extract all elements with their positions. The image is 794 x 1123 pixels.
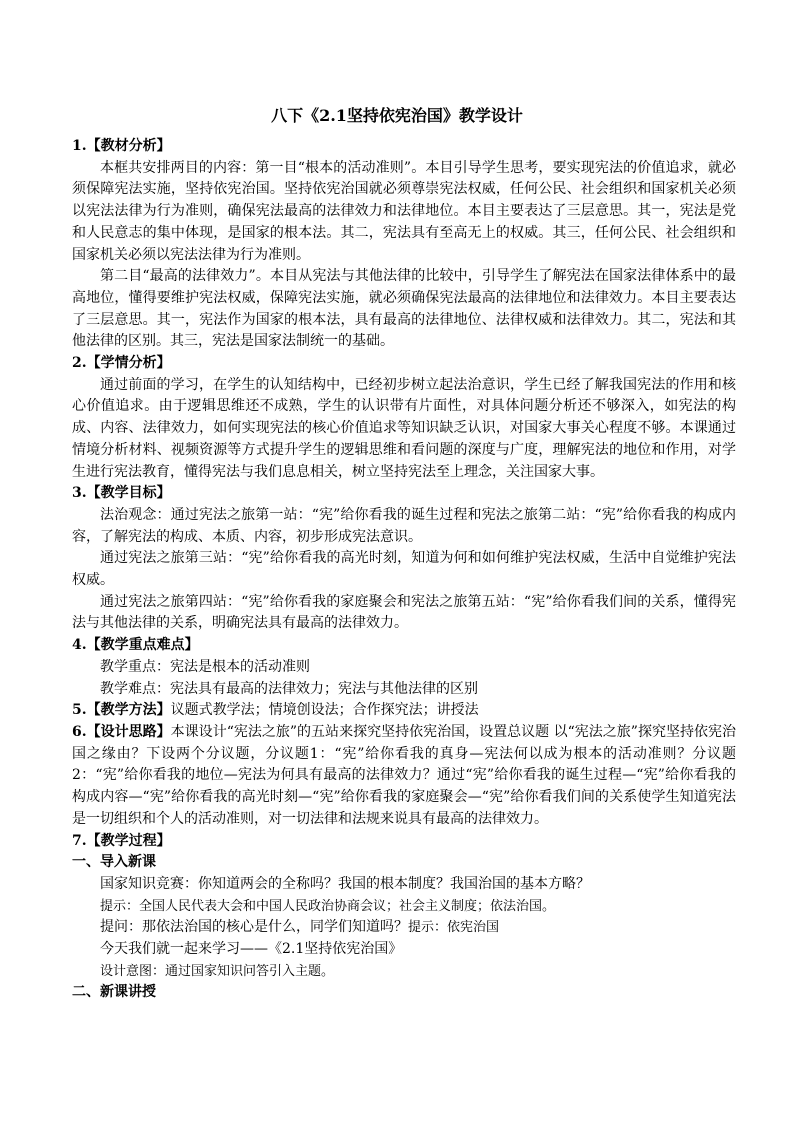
paragraph [72,917,736,939]
section-heading-design: 6.【设计思路】 [72,723,171,740]
hint-text: 提示：依宪治国 [408,920,500,936]
paragraph: 通过前面的学习，在学生的认知结构中，已经初步树立起法治意识，学生已经了解我国宪法的作用和核心价值追求。由于逻辑思维还不成熟，学生的认识带有片面性，对具体问题分析还不够深入，如宪法的构成、内容、法律效力，如何实现宪法的核心价值追求等知识缺乏认识，对国家大事关心程度不够。本课通过情境分析材料、视频资源等方式提升学生的逻辑思维和看问题的深度与广度，理解宪法的地位和作用，对学生进行宪法教育，懂得宪法与我们息息相关，树立坚持宪法至上理念，关注国家大事。 [72,376,736,480]
section-teaching-methods [72,700,736,722]
paragraph: 今天我们就一起来学习——《2.1坚持依宪治国》 [100,941,403,958]
document-body [72,136,736,1004]
question-text: 提问：那依法治国的核心是什么，同学们知道吗？ [100,919,408,936]
paragraph: 教学难点：宪法具有最高的法律效力；宪法与其他法律的区别 [100,680,478,697]
section-heading-objectives: 3.【教学目标】 [72,485,171,502]
paragraph: 第二目“最高的法律效力”。本目从宪法与其他法律的比较中，引导学生了解宪法在国家法律体系中的最高地位，懂得要维护宪法权威，保障宪法实施，就必须确保宪法最高的法律地位和法律效力。本目主要表达了三层意思。其一，宪法作为国家的根本法，具有最高的法律地位、法律权威和法律效力。其二，宪法和其他法律的区别。其三，宪法是国家法制统一的基础。 [72,268,736,350]
paragraph: 通过宪法之旅第四站：“宪”给你看我的家庭聚会和宪法之旅第五站：“宪”给你看我们间的关系，懂得宪法与其他法律的关系，明确宪法具有最高的法律效力。 [72,593,736,632]
document-title: 八下《2.1坚持依宪治国》教学设计 [271,106,523,125]
design-intent-text: 设计意图：通过国家知识问答引入主题。 [100,963,335,979]
section-heading-process: 7.【教学过程】 [72,832,171,849]
section-heading-student-analysis: 2.【学情分析】 [72,355,171,372]
paragraph: 通过宪法之旅第三站：“宪”给你看我的高光时刻，知道为何和如何维护宪法权威，生活中自觉维护宪法权威。 [72,550,736,589]
paragraph: 法治观念：通过宪法之旅第一站：“宪”给你看我的诞生过程和宪法之旅第二站：“宪”给你看我的构成内容，了解宪法的构成、本质、内容，初步形成宪法意识。 [72,506,736,545]
section-design-ideas [72,722,736,831]
subsection-heading-intro: 一、导入新课 [72,854,156,871]
section-heading-textbook-analysis: 1.【教材分析】 [72,138,171,154]
methods-text: 议题式教学法；情境创设法；合作探究法；讲授法 [170,702,479,719]
section-heading-key-points: 4.【教学重点难点】 [72,637,199,654]
paragraph: 教学重点：宪法是根本的活动准则 [100,658,310,675]
paragraph: 国家知识竞赛：你知道两会的全称吗？我国的根本制度？我国治国的基本方略？ [100,875,590,892]
paragraph: 本框共安排两目的内容：第一目“根本的活动准则”。本目引导学生思考，要实现宪法的价值追求，就必须保障宪法实施，坚持依宪治国。坚持依宪治国就必须尊崇宪法权威，任何公民、社会组织和国家机关必须以宪法法律为行为准则，确保宪法最高的法律效力和法律地位。本目主要表达了三层意思。其一，宪法是党和人民意志的集中体现，是国家的根本法。其二，宪法具有至高无上的权威。其三，任何公民、社会组织和国家机关必须以宪法法律为行为准则。 [72,159,736,263]
design-text: 本课设计“宪法之旅”的五站来探究坚持依宪治国，设置总议题 以“宪法之旅”探究坚持依宪治国之缘由？下设两个分议题，分议题1：“宪”给你看我的真身—宪法何以成为根本的活动准则？分议题2：“宪”给你看我的地位—宪法为何具有最高的法律效力？通过“宪”给你看我的诞生过程—“宪”给你看我的构成内容—“宪”给你看我的高光时刻—“宪”给你看我的家庭聚会—“宪”给你看我们间的关系使学生知道宪法是一切组织和个人的活动准则，对一切法律和法规来说具有最高的法律效力。 [72,723,737,827]
subsection-heading-new-lesson: 二、新课讲授 [72,984,156,1001]
section-heading-methods: 5.【教学方法】 [72,702,171,719]
hint-text: 提示：全国人民代表大会和中国人民政治协商会议；社会主义制度；依法治国。 [100,898,556,914]
